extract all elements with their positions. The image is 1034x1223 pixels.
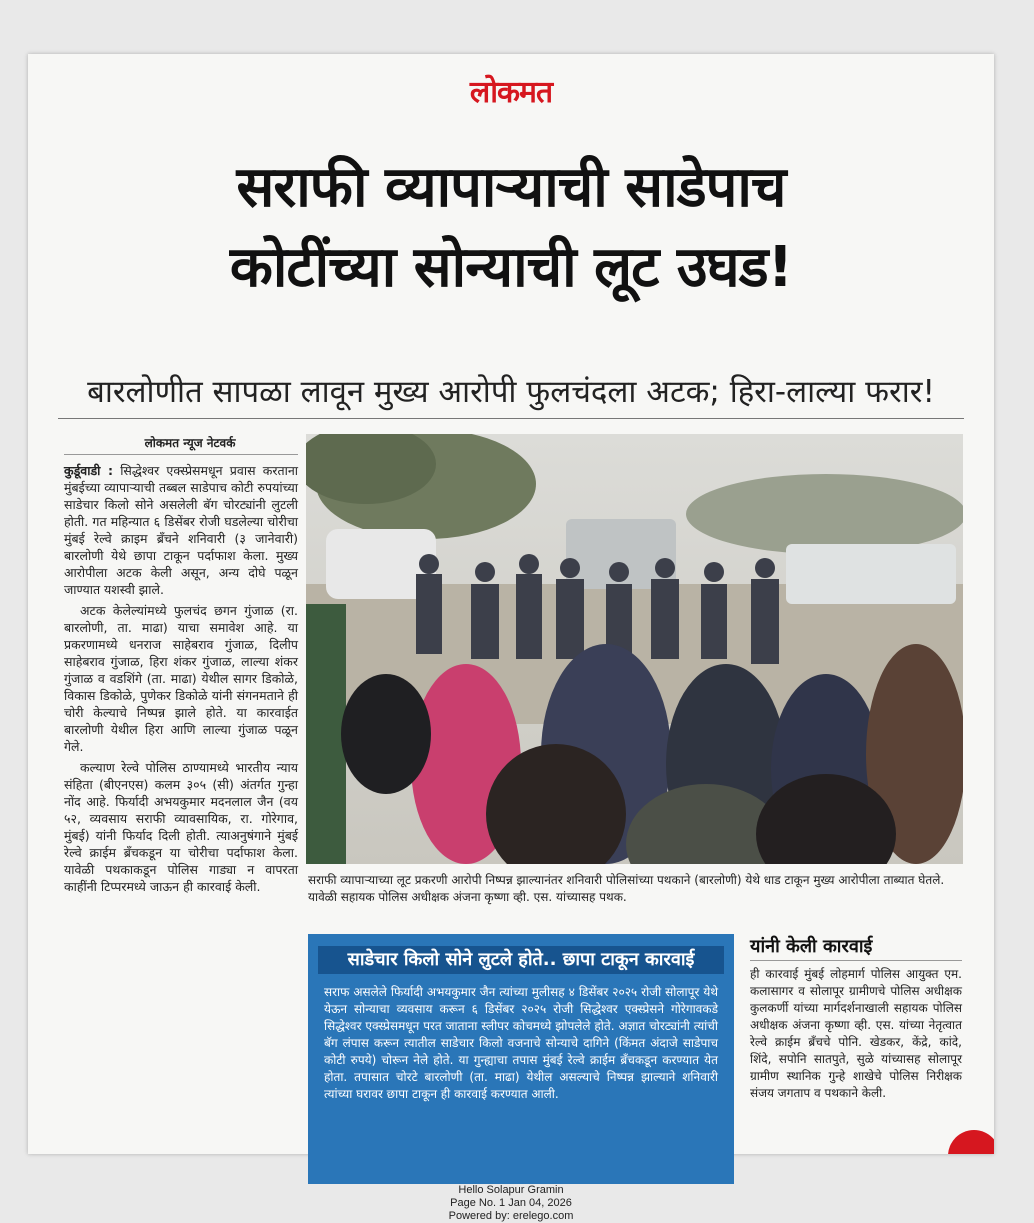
footer-edition: Hello Solapur Gramin <box>458 1184 564 1196</box>
footer-powered-by: Powered by: erelego.com <box>448 1210 574 1222</box>
newspaper-page <box>28 54 994 1222</box>
action-box-text: ही कारवाई मुंबई लोहमार्ग पोलिस आयुक्त एम. कलासागर व सोलापूर ग्रामीणचे पोलिस अधीक्षक कुलकर्णी यांच्या मार्गदर्शनाखाली सहायक पोलिस अधीक्षक अंजना कृष्णा व्ही. एस. यांच्या नेतृत्वात रेल्वे क्राईम ब्रँचचे पोनि. खेडकर, केंद्रे, कांदे, शिंदे, सपोनि सातपुते, सुळे यांच्यासह सोलापूर ग्रामीण स्थानिक गुन्हे शाखेचे पोलिस निरीक्षक संजय जगताप व पथकाने केली. <box>750 967 962 1100</box>
paragraph-text: सिद्धेश्वर एक्स्प्रेसमधून प्रवास करताना मुंबईच्या व्यापाऱ्याची तब्बल साडेपाच कोटी रुपयांच्या साडेचार किलो सोने असलेली बॅग चोरट्यांनी लुटली होती. गत महिन्यात ६ डिसेंबर रोजी घडलेल्या चोरीचा मुंबई रेल्वे क्राइम ब्रँचने शनिवारी (३ जानेवारी) बारलोणी येथे छापा टाकून पर्दाफाश केला. मुख्य आरोपीला अटक केली असून, अन्य दोघे पळून जाण्यात यशस्वी झाले. <box>64 463 298 597</box>
photo-caption: सराफी व्यापाऱ्याच्या लूट प्रकरणी आरोपी निष्पन्न झाल्यानंतर शनिवारी पोलिसांच्या पथकाने (बारलोणी) येथे धाड टाकून मुख्य आरोपीला ताब्यात घेतले. यावेळी सहायक पोलिस अधीक्षक अंजना कृष्णा व्ही. एस. यांच्यासह पथक. <box>308 873 945 904</box>
highlight-box-title: साडेचार किलो सोने लुटले होते.. छापा टाकून कारवाई <box>318 946 724 974</box>
divider <box>58 418 964 419</box>
article-paragraph <box>64 462 298 598</box>
byline-divider <box>64 454 298 455</box>
masthead-logo: लोकमत <box>469 75 553 110</box>
news-photo <box>306 434 963 864</box>
photo-illustration <box>306 434 963 864</box>
footer-page-date: Page No. 1 Jan 04, 2026 <box>450 1197 572 1209</box>
page-footer <box>28 1184 994 1223</box>
article-paragraph: अटक केलेल्यांमध्ये फुलचंद छगन गुंजाळ (रा. बारलोणी, ता. माढा) याचा समावेश आहे. या प्रकरणामध्ये धनराज साहेबराव गुंजाळ, दिलीप साहेबराव गुंजाळ, हिरा शंकर गुंजाळ, लाल्या शंकर गुंजाळ व वडशिंगे (ता. माढा) येथील सागर डिकोळे, विकास डिकोळे, पुणेकर डिकोळे यांनी संगनमताने ही चोरी केल्याचे निष्पन्न झाले होते. या कारवाईत बारलोणी येथील हिरा आणि लाल्या गुंजाळ पळून गेले. <box>64 603 298 754</box>
article-paragraph: कल्याण रेल्वे पोलिस ठाण्यामध्ये भारतीय न्याय संहिता (बीएनएस) कलम ३०५ (सी) अंतर्गत गुन्हा नोंद आहे. फिर्यादी अभयकुमार मदनलाल जैन (वय ५२, व्यवसाय सराफी व्यावसायिक, रा. गोरेगाव, मुंबई) यांनी फिर्याद दिली होती. त्याअनुषंगाने मुंबई रेल्वे क्राईम ब्रँचकडून या चोरीचा पर्दाफाश केला. यावेळी पथकाकडून पोलिस गाड्या न वापरता काहींनी टिप्परमध्ये जाऊन ही कारवाई केली. <box>64 760 298 894</box>
action-box-divider <box>750 960 962 961</box>
article-column <box>64 462 298 899</box>
headline-line-1: सराफी व्यापाऱ्याची साडेपाच <box>236 155 786 220</box>
highlight-box <box>308 934 734 1184</box>
highlight-box-text: सराफ असलेले फिर्यादी अभयकुमार जैन त्यांच्या मुलीसह ४ डिसेंबर २०२५ रोजी सोलापूर येथे येऊन सोन्याचा व्यवसाय करून ६ डिसेंबर २०२५ रोजी सिद्धेश्वर एक्स्प्रेसने गोरेगावकडे सिद्धेश्वर एक्स्प्रेसमधून परत जाताना स्लीपर कोचमध्ये झोपलेले होते. अज्ञात चोरट्यांनी त्यांची बॅग लंपास करून त्यातील साडेचार किलो वजनाचे सोन्याचे दागिने (किंमत अंदाजे साडेपाच कोटी रुपये) चोरून नेले होते. या गुन्ह्याचा तपास मुंबई रेल्वे क्राईम ब्रँचकडून करण्यात येत होता. तपासात चोरटे बारलोणी (ता. माढा) येथील असल्याचे निष्पन्न झाल्याने शनिवारी त्यांच्या घरावर छापा टाकून ही कारवाई करण्यात आली. <box>324 985 718 1101</box>
headline-line-2: कोटींच्या सोन्याची लूट उघड! <box>229 235 793 300</box>
action-box-title: यांनी केली कारवाई <box>750 936 873 957</box>
dateline: कुर्डूवाडी : <box>64 463 113 478</box>
byline: लोकमत न्यूज नेटवर्क <box>144 436 236 450</box>
headline <box>36 148 986 308</box>
corner-logo-icon <box>864 1114 994 1154</box>
subheadline: बारलोणीत सापळा लावून मुख्य आरोपी फुलचंदला अटक; हिरा-लाल्या फरार! <box>87 374 935 410</box>
